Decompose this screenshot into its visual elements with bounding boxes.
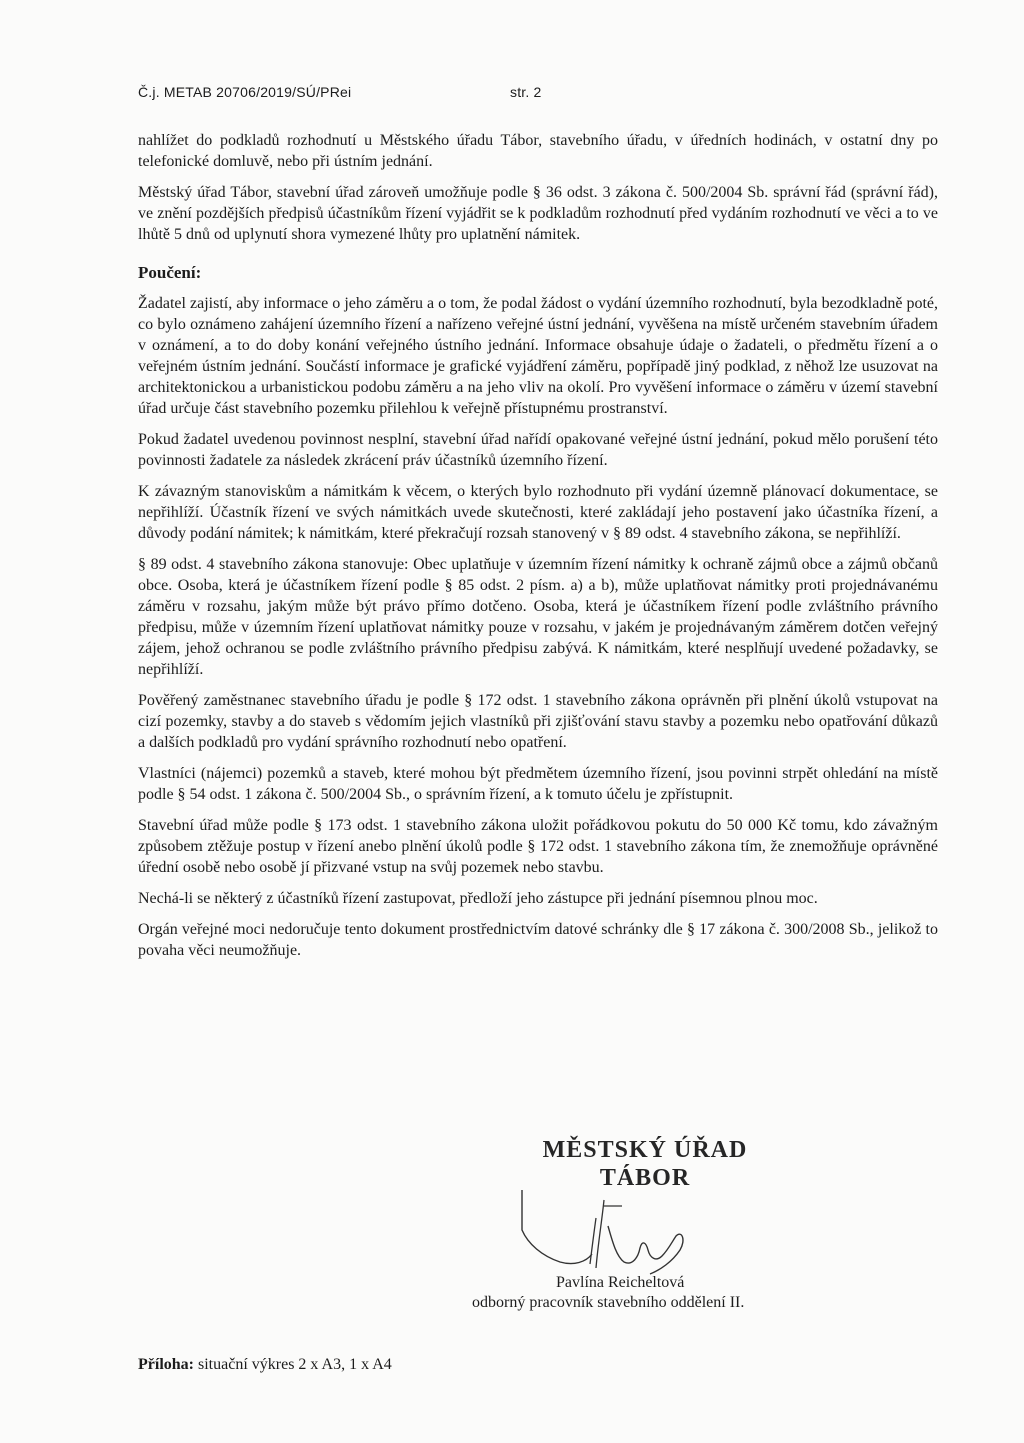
document-body [138, 130, 938, 961]
paragraph-repeat-hearing: Pokud žadatel uvedenou povinnost nesplní, stavební úřad nařídí opakované veřejné ústní jednání, pokud mělo porušení této povinnosti žadatele za následek zkrácení práv účastníků územního řízení. [138, 431, 938, 469]
paragraph-section-172: Pověřený zaměstnanec stavebního úřadu je podle § 172 odst. 1 stavebního zákona oprávněn při plnění úkolů vstupovat na cizí pozemky, stavby a do staveb s vědomím jejich vlastníků při zjišťování stavu stavby a pozemku nebo opatřování důkazů a dalších podkladů pro vydání správního rozhodnutí nebo opatření. [138, 692, 938, 751]
paragraph-inspection: nahlížet do podkladů rozhodnutí u Městského úřadu Tábor, stavebního úřadu, v úředních hodinách, v ostatní dny po telefonické domluvě, nebo při ústním jednání. [138, 132, 938, 170]
reference-number: Č.j. METAB 20706/2019/SÚ/PRei [138, 84, 352, 100]
signer-role: odborný pracovník stavebního oddělení II. [472, 1294, 745, 1311]
paragraph-representation: Nechá-li se některý z účastníků řízení zastupovat, předloží jeho zástupce při jednání písemnou plnou moc. [138, 890, 818, 907]
attachment-label: Příloha: [138, 1356, 194, 1373]
paragraph-owners: Vlastníci (nájemci) pozemků a staveb, které mohou být předmětem územního řízení, jsou povinni strpět ohledání na místě podle § 54 odst. 1 zákona č. 500/2004 Sb., o správním řízení, a k tomuto účelu je zpřístupnit. [138, 765, 938, 803]
paragraph-objections: K závazným stanoviskům a námitkám k věcem, o kterých bylo rozhodnuto při vydání územně plánovací dokumentace, se nepřihlíží. Účastník řízení ve svých námitkách uvede skutečnosti, které zakládají jeho postavení jako účastníka řízení, a důvody podání námitek; k námitkám, které překračují rozsah stanovený v § 89 odst. 4 stavebního zákona, se nepřihlíží. [138, 483, 938, 542]
paragraph-data-box: Orgán veřejné moci nedoručuje tento dokument prostřednictvím datové schránky dle § 17 zákona č. 300/2008 Sb., jelikož to povaha věci neumožňuje. [138, 921, 938, 959]
paragraph-statement-right: Městský úřad Tábor, stavební úřad zároveň umožňuje podle § 36 odst. 3 zákona č. 500/2004 Sb. správní řád (správní řád), ve znění pozdějších předpisů účastníkům řízení vyjádřit se k podkladům rozhodnutí před vydáním rozhodnutí ve věci a to ve lhůtě 5 dnů od uplynutí shora vymezené lhůty pro uplatnění námitek. [138, 184, 938, 243]
stamp-city-name: TÁBOR [599, 1165, 691, 1191]
page-number: str. 2 [510, 84, 542, 100]
stamp-office-name: MĚSTSKÝ ÚŘAD [542, 1137, 748, 1163]
paragraph-section-173: Stavební úřad může podle § 173 odst. 1 stavebního zákona uložit pořádkovou pokutu do 50 000 Kč tomu, kdo závažným způsobem ztěžuje postup v řízení anebo plnění úkolů podle § 172 odst. 1 stavebního zákona tím, že znemožňuje oprávněné úřední osobě nebo osobě jí přizvané vstup na svůj pozemek nebo stavbu. [138, 817, 938, 876]
handwritten-signature [500, 1170, 700, 1280]
paragraph-section-89: § 89 odst. 4 stavebního zákona stanovuje: Obec uplatňuje v územním řízení námitky k ochraně zájmů obce a zájmů občanů obce. Osoba, která je účastníkem řízení podle § 85 odst. 2 písm. a) a b), může uplatňovat námitky proti projednávanému záměru v rozsahu, jakým může být právo přímo dotčeno. Osoba, která je účastníkem řízení podle zvláštního právního předpisu, může v územním řízení uplatňovat námitky pouze v rozsahu, v jakém je projednávaným záměrem dotčen veřejný zájem, jehož ochranou se podle zvláštního právního předpisu zabývá. K námitkám, které nesplňují uvedené požadavky, se nepřihlíží. [138, 556, 938, 678]
instructions-heading: Poučení: [138, 263, 202, 282]
attachment-text: situační výkres 2 x A3, 1 x A4 [194, 1356, 392, 1373]
paragraph-applicant-notice: Žadatel zajistí, aby informace o jeho záměru a o tom, že podal žádost o vydání územního rozhodnutí, byla bezodkladně poté, co bylo oznámeno zahájení územního řízení a nařízeno veřejné ústní jednání, vyvěšena na místě určeném stavebním úřadem v oznámení, a to do doby konání veřejného ústního jednání. Informace obsahuje údaje o žadateli, o předmětu řízení a o veřejném ústním jednání. Součástí informace je grafické vyjádření záměru, popřípadě jiný podklad, z něhož lze usuzovat na architektonickou a urbanistickou podobu záměru a na jeho vliv na okolí. Pro vyvěšení informace o záměru v území stavební úřad určuje část stavebního pozemku přilehlou k veřejně přístupnému prostranství. [138, 295, 938, 417]
signer-name: Pavlína Reicheltová [556, 1274, 685, 1291]
attachment-line [138, 1356, 392, 1374]
